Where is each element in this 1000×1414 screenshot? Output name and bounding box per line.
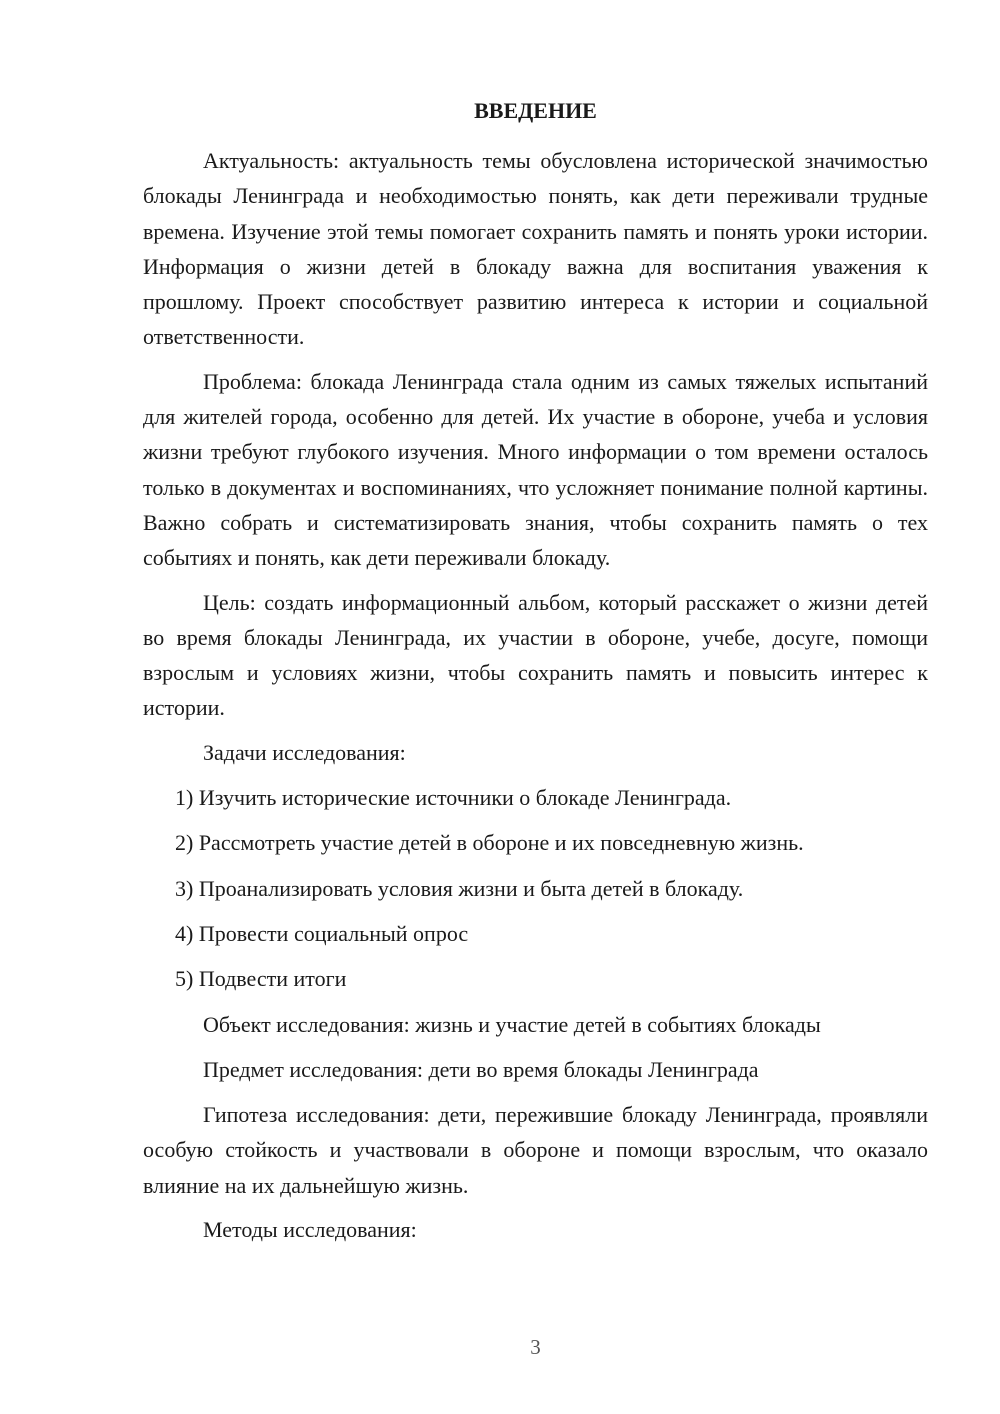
subject-paragraph: Предмет исследования: дети во время блокады Ленинграда (203, 1056, 759, 1082)
relevance-paragraph: Актуальность: актуальность темы обусловлена исторической значимостью блокады Ленинграда и необходимостью понять, как дети переживали трудные времена. Изучение этой темы помогает сохранить память и понять уроки истории. Информация о жизни детей в блокаду важна для воспитания уважения к прошлому. Проект способствует развитию интереса к истории и социальной ответственности. (143, 148, 928, 350)
object-paragraph: Объект исследования: жизнь и участие детей в событиях блокады (203, 1011, 821, 1037)
methods-heading: Методы исследования: (203, 1217, 417, 1243)
page-number: 3 (530, 1335, 541, 1359)
task-item-3: 3) Проанализировать условия жизни и быта детей в блокаду. (175, 875, 744, 901)
problem-paragraph: Проблема: блокада Ленинграда стала одним из самых тяжелых испытаний для жителей города, особенно для детей. Их участие в обороне, учеба и условия жизни требуют глубокого изучения. Много информации о том времени осталось только в документах и воспоминаниях, что усложняет понимание полной картины. Важно собрать и систематизировать знания, чтобы сохранить память о тех событиях и понять, как дети переживали блокаду. (143, 368, 928, 571)
task-item-4: 4) Провести социальный опрос (175, 920, 469, 946)
task-item-2: 2) Рассмотреть участие детей в обороне и их повседневную жизнь. (175, 830, 804, 856)
task-item-1: 1) Изучить исторические источники о блокаде Ленинграда. (175, 785, 732, 811)
goal-paragraph: Цель: создать информационный альбом, который расскажет о жизни детей во время блокады Ленинграда, их участии в обороне, учебе, досуге, помощи взрослым и условиях жизни, чтобы сохранить память и повысить интерес к истории. (143, 589, 928, 721)
document-body (143, 143, 928, 1247)
document-title: ВВЕДЕНИЕ (474, 98, 597, 123)
task-item-5: 5) Подвести итоги (175, 966, 347, 992)
hypothesis-paragraph: Гипотеза исследования: дети, пережившие блокаду Ленинграда, проявляли особую стойкость и участвовали в обороне и помощи взрослым, что оказало влияние на их дальнейшую жизнь. (143, 1102, 928, 1198)
tasks-heading: Задачи исследования: (203, 739, 406, 765)
